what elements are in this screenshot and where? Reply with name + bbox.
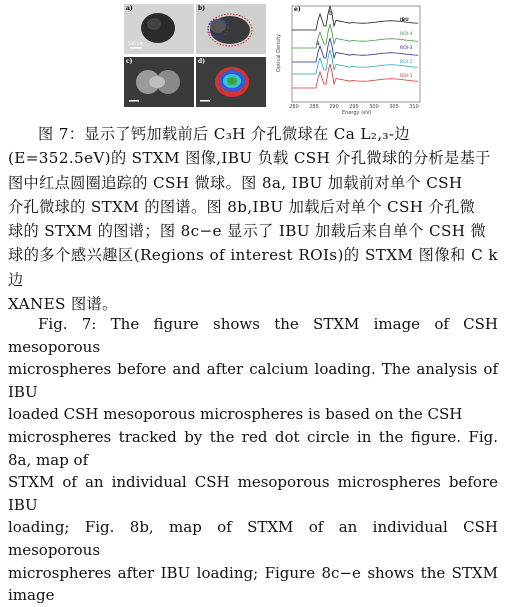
x-tick-label: 280 <box>289 104 299 110</box>
y-axis-label: Optical Density <box>276 33 283 73</box>
caption-en-line-2: microspheres before and after calcium loading. The analysis of IBU <box>8 360 498 401</box>
legend-roi-4: ROI-4 <box>400 32 413 37</box>
legend-roi-2: ROI-2 <box>400 60 413 65</box>
caption-en-line-1: Fig. 7: The figure shows the STXM image of CSH mesoporous <box>8 315 498 356</box>
panel-d-label: d) <box>198 58 206 65</box>
caption-zh-line-1: 图 7：显示了钙加载前后 C₃H 介孔微球在 Ca L₂,₃-边 <box>38 125 410 143</box>
caption-en-line-6: loading; Fig. 8b, map of STXM of an individual CSH mesoporous <box>8 518 498 559</box>
panel-e-label: e) <box>294 6 301 13</box>
microsphere-image-b <box>196 4 266 54</box>
microsphere-image-a <box>124 4 194 54</box>
panel-c-stxm-image <box>124 57 194 107</box>
x-tick-label: 295 <box>349 104 359 110</box>
scale-bar-label: 500 nm <box>128 41 144 46</box>
caption-en-line-3: loaded CSH mesoporous microspheres is based on the CSH <box>8 405 463 424</box>
panel-b-label: b) <box>198 5 206 12</box>
caption-english <box>8 313 498 607</box>
figure-8 <box>0 0 506 126</box>
caption-zh-line-5: 球的 STXM 的图谱；图 8c−e 显示了 IBU 加载后来自单个 CSH 微 <box>8 222 487 241</box>
caption-en-line-5: STXM of an individual CSH mesoporous microspheres before IBU <box>8 473 498 514</box>
panel-c-label: c) <box>126 58 133 65</box>
peak-label-b: b <box>329 10 333 17</box>
spectra-legend <box>400 14 412 84</box>
x-tick-label: 300 <box>369 104 379 110</box>
legend-roi-3: ROI-3 <box>400 46 413 51</box>
caption-zh-line-3: 图中红点圆圈追踪的 CSH 微球。图 8a, IBU 加载前对单个 CSH <box>8 173 463 192</box>
caption-zh-line-6: 球的多个感兴趣区(Regions of interest ROIs)的 STXM 图像和 C k 边 <box>8 246 498 289</box>
x-tick-label: 305 <box>389 104 399 110</box>
legend-roi-1: ROI-1 <box>400 74 413 79</box>
panel-b-stxm-image <box>196 4 266 54</box>
x-axis-label: Energy (eV) <box>342 110 372 116</box>
caption-chinese <box>8 122 498 316</box>
roi-color-map <box>196 57 266 107</box>
legend-ibu: IBU <box>400 18 409 23</box>
x-tick-label: 285 <box>309 104 319 110</box>
caption-en-line-7: microspheres after IBU loading; Figure 8c−e shows the STXM image <box>8 563 498 605</box>
microsphere-image-c <box>124 57 194 107</box>
panel-d-roi-map <box>196 57 266 107</box>
caption-zh-line-4: 介孔微球的 STXM 的图谱。图 8b,IBU 加载后对单个 CSH 介孔微 <box>8 197 476 216</box>
peak-label-a: a <box>316 40 320 47</box>
x-tick-label: 310 <box>409 104 419 110</box>
x-tick-label: 290 <box>329 104 339 110</box>
panel-e-xanes-spectra <box>276 2 424 118</box>
caption-en-line-4: microspheres tracked by the red dot circle in the figure. Fig. 8a, map of <box>8 427 498 469</box>
caption-zh-line-2: (E=352.5eV)的 STXM 图像,IBU 负载 CSH 介孔微球的分析是基于 <box>8 149 491 168</box>
caption-zh-line-7: XANES 图谱。 <box>8 295 118 314</box>
panel-a-stxm-image <box>124 4 194 54</box>
panel-a-label: a) <box>126 5 133 12</box>
